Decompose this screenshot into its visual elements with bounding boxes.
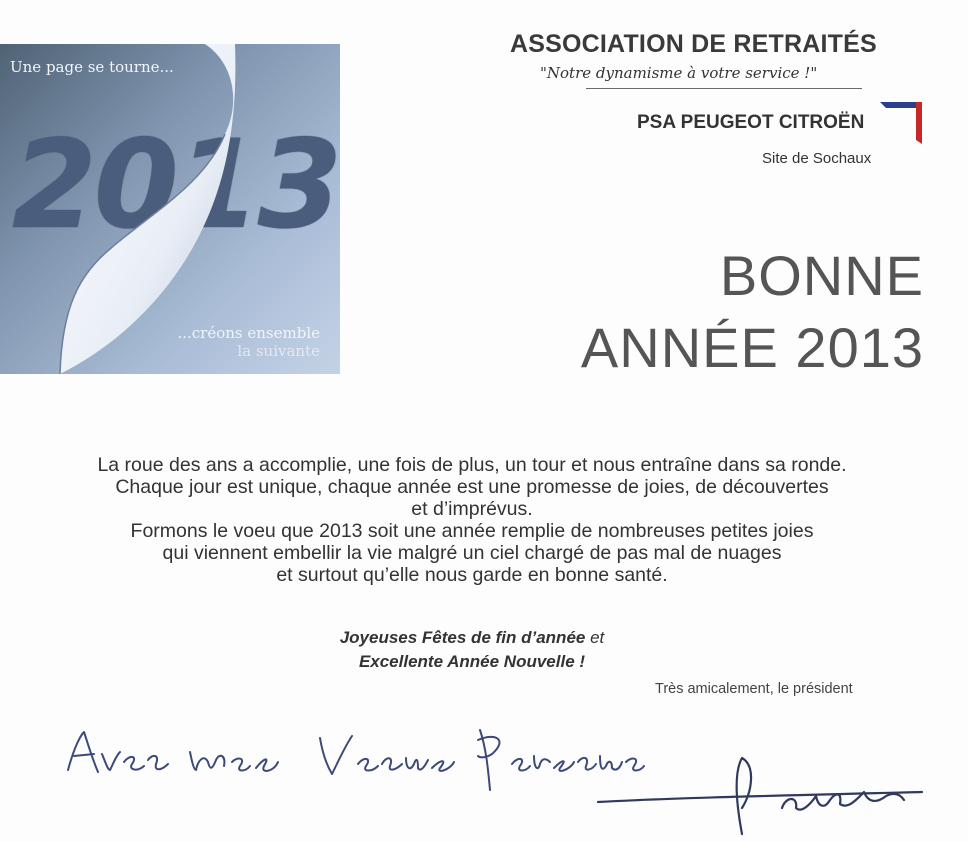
card-bottom-line2: la suivante [237,342,320,360]
card-year: 2013 [12,114,340,256]
card-top-text: Une page se tourne... [10,58,174,76]
message-line: Chaque jour est unique, chaque année est une promesse de joies, de découvertes [115,476,829,498]
message-line: qui viennent embellir la vie malgré un ciel chargé de pas mal de nuages [162,542,782,564]
psa-logo-icon [880,100,924,146]
president-signature-image [592,752,932,838]
message-line: Formons le voeu que 2013 soit une année remplie de nombreuses petites joies [130,520,814,542]
wishes-line1-bold: Joyeuses Fêtes de fin d’année [339,628,586,647]
greeting-card-illustration [0,44,340,374]
new-year-greeting [581,240,924,384]
greeting-line2: ANNÉE 2013 [580,316,924,379]
wishes-line1 [0,626,944,650]
message-body [0,454,944,586]
message-line: La roue des ans a accomplie, une fois de plus, un tour et nous entraîne dans sa ronde. [97,454,847,476]
message-line: et d’imprévus. [411,498,533,520]
card-bottom-text [177,324,320,360]
company-name: PSA PEUGEOT CITROËN [637,112,865,133]
association-name: ASSOCIATION DE RETRAITÉS [510,30,877,58]
site-name: Site de Sochaux [762,150,872,167]
closing-text: Très amicalement, le président [655,681,853,697]
greeting-line1: BONNE [719,244,924,307]
association-slogan: "Notre dynamisme à votre service !" [540,64,818,82]
card-bottom-line1: ...créons ensemble [177,324,320,342]
slogan-underline [586,88,862,89]
wishes-line2 [0,650,944,674]
message-line: et surtout qu’elle nous garde en bonne santé. [276,564,668,586]
wishes-connector: et [590,628,605,647]
handwritten-note-image [60,718,650,798]
wishes-line2-bold: Excellente Année Nouvelle ! [358,652,586,671]
holiday-wishes [0,626,944,674]
